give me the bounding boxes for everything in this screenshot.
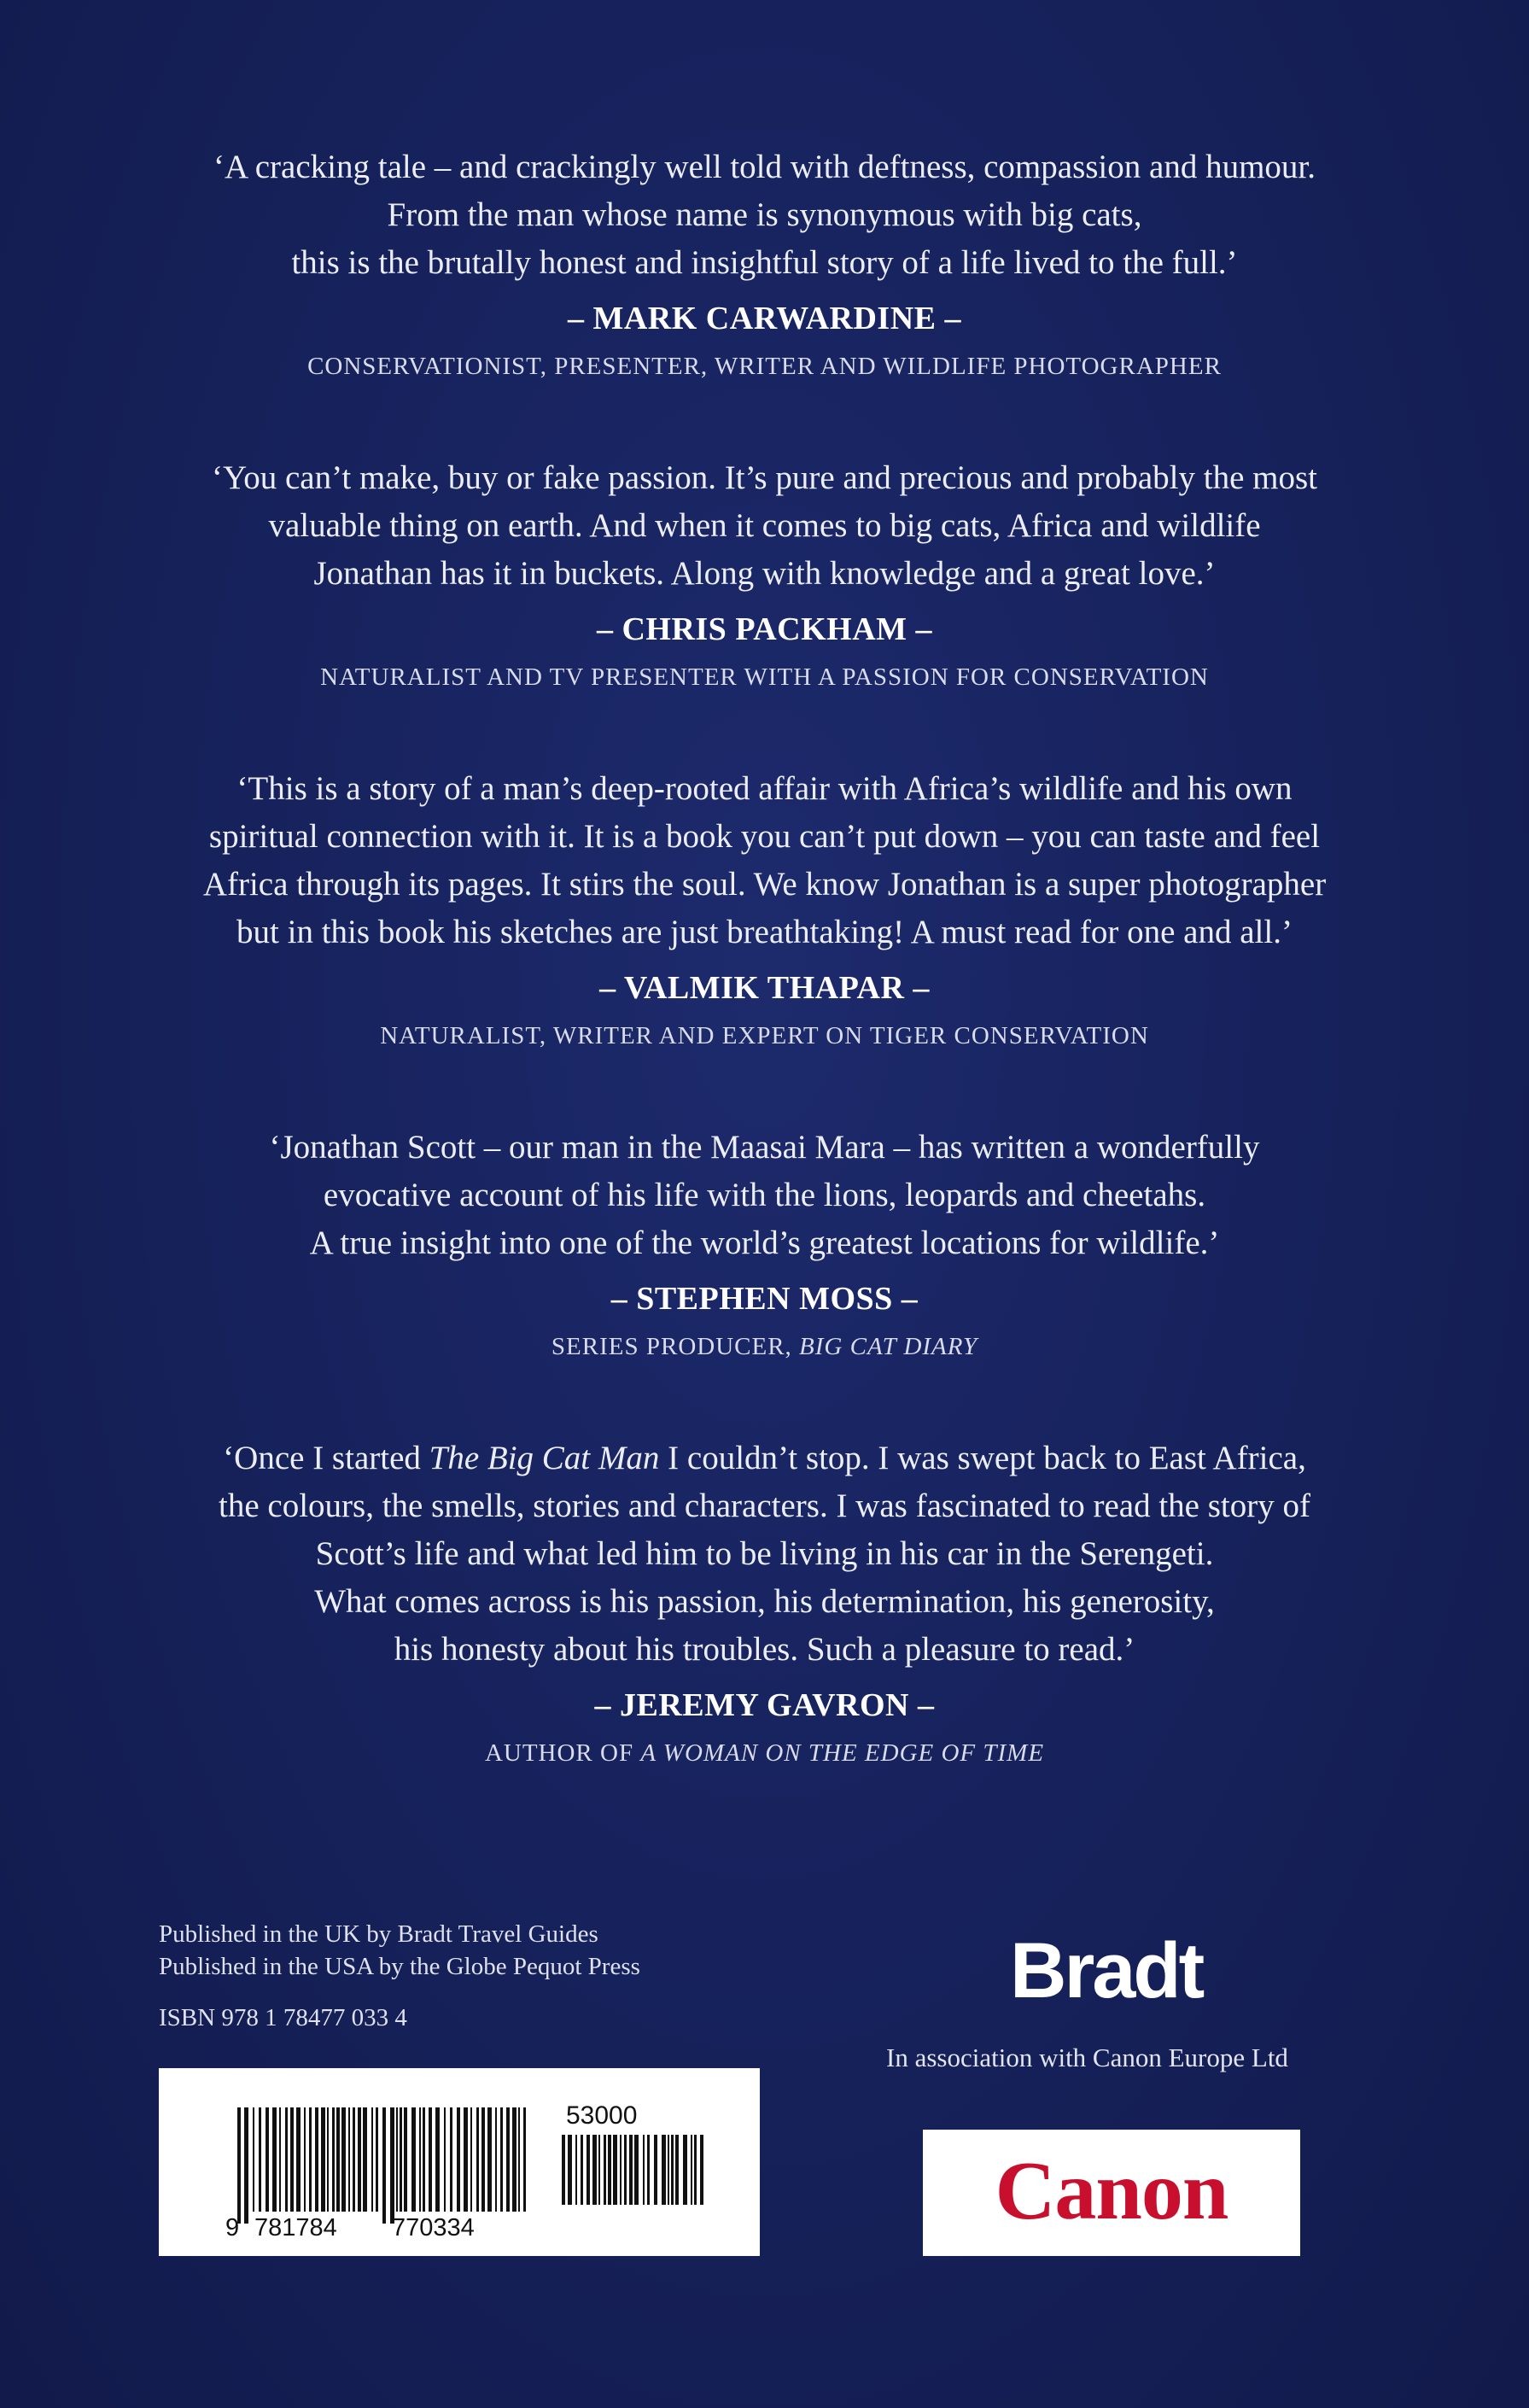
barcode-bar	[629, 2135, 633, 2205]
quote-line	[137, 1435, 1392, 1482]
barcode-bar	[668, 2135, 669, 2205]
quote-line: What comes across is his passion, his determination, his generosity,	[314, 1583, 1215, 1620]
review-moss	[137, 1124, 1392, 1368]
role-text: SERIES PRODUCER,	[551, 1333, 800, 1360]
barcode-bar	[613, 2135, 617, 2205]
quote-line: ‘This is a story of a man’s deep-rooted affair with Africa’s wildlife and his own	[236, 770, 1293, 807]
barcode-bar	[598, 2135, 600, 2205]
barcode-bar	[662, 2135, 666, 2205]
reviewer-role	[137, 1732, 1392, 1774]
barcode-digit-lead: 9	[225, 2214, 240, 2241]
role-title-italic: A WOMAN ON THE EDGE OF TIME	[640, 1739, 1045, 1767]
barcode-bar	[435, 2107, 440, 2212]
reviews	[137, 143, 1392, 1841]
barcode-bar	[290, 2107, 294, 2212]
barcode-bar	[450, 2107, 452, 2212]
barcode-bars	[237, 2107, 526, 2224]
quote-text: ‘Once I started	[223, 1440, 429, 1476]
barcode-bar	[562, 2135, 565, 2205]
barcode-bar	[309, 2107, 312, 2212]
barcode-bar	[581, 2135, 583, 2205]
quote-line: Jonathan has it in buckets. Along with knowledge and a great love.’	[313, 555, 1216, 592]
barcode-bar	[253, 2107, 254, 2212]
barcode-digits-right: 770334	[392, 2214, 475, 2241]
reviewer-name: – MARK CARWARDINE –	[568, 301, 961, 336]
barcode-bar	[568, 2135, 572, 2205]
quote-line: Africa through its pages. It stirs the soul. We know Jonathan is a super photographer	[202, 866, 1327, 903]
quote-line: ‘A cracking tale – and crackingly well told with deftness, compassion and humour.	[213, 149, 1316, 185]
role-title-italic: BIG CAT DIARY	[799, 1333, 978, 1360]
published-uk: Published in the UK by Bradt Travel Guides	[159, 1920, 598, 1948]
barcode-bar	[371, 2107, 373, 2212]
barcode-bar	[683, 2135, 687, 2205]
barcode-bar	[429, 2107, 432, 2212]
barcode-bar	[259, 2107, 261, 2212]
quote-line: valuable thing on earth. And when it comes to big cats, Africa and wildlife	[268, 507, 1261, 544]
barcode-bar	[272, 2107, 277, 2212]
barcode-graphic	[159, 2068, 760, 2256]
barcode-bar	[419, 2107, 421, 2212]
barcode-bar	[464, 2107, 468, 2212]
barcode-bar	[321, 2107, 325, 2212]
review-gavron	[137, 1435, 1392, 1774]
reviewer-role: CONSERVATIONIST, PRESENTER, WRITER AND WILDLIFE PHOTOGRAPHER	[307, 353, 1222, 380]
reviewer-name: – STEPHEN MOSS –	[610, 1281, 919, 1317]
review-packham	[137, 454, 1392, 698]
barcode-bar	[285, 2107, 288, 2212]
quote-line: his honesty about his troubles. Such a pleasure to read.’	[394, 1631, 1135, 1668]
barcode-bar	[620, 2135, 622, 2205]
barcode-bar	[694, 2135, 697, 2205]
barcode-bar	[411, 2107, 416, 2212]
barcode-bar	[457, 2107, 460, 2212]
barcode-bar	[506, 2107, 510, 2212]
barcode-bar	[237, 2107, 241, 2224]
barcode-bar	[390, 2107, 394, 2224]
barcode-bar	[382, 2107, 386, 2224]
barcode-bar	[487, 2107, 492, 2212]
barcode-bar	[363, 2107, 367, 2212]
review-carwardine	[137, 143, 1392, 388]
reviewer-name: – VALMIK THAPAR –	[599, 970, 930, 1006]
barcode-bar	[332, 2107, 335, 2212]
barcode-bar	[444, 2107, 446, 2212]
barcode-bar	[304, 2107, 306, 2212]
barcode-bar	[608, 2135, 611, 2205]
quote-line: but in this book his sketches are just breathtaking! A must read for one and all.’	[236, 914, 1293, 950]
role-text: AUTHOR OF	[484, 1739, 641, 1767]
association-note: In association with Canon Europe Ltd	[886, 2043, 1288, 2072]
quote-line: evocative account of his life with the lions, leopards and cheetahs.	[323, 1177, 1206, 1213]
quote-line: the colours, the smells, stories and characters. I was fascinated to read the story of	[219, 1487, 1310, 1524]
barcode-bar	[700, 2135, 703, 2205]
bradt-logo: Bradt	[1010, 1927, 1203, 2014]
barcode-bar	[654, 2135, 657, 2205]
barcode-bar	[376, 2107, 378, 2212]
quote-line: A true insight into one of the world’s greatest locations for wildlife.’	[309, 1224, 1220, 1261]
barcode-panel	[159, 2068, 760, 2256]
publisher-info	[159, 1918, 640, 2034]
quote-line: From the man whose name is synonymous with big cats,	[387, 196, 1142, 233]
barcode-bar	[592, 2135, 597, 2205]
barcode-bar	[315, 2107, 318, 2212]
barcode-bar	[575, 2135, 577, 2205]
quote-text: I couldn’t stop. I was swept back to East Africa,	[659, 1440, 1306, 1476]
review-thapar	[137, 765, 1392, 1057]
barcode-bar	[523, 2107, 526, 2212]
barcode-bar	[671, 2135, 674, 2205]
barcode-digits-left: 781784	[254, 2214, 337, 2241]
barcode-bar	[341, 2107, 346, 2212]
barcode-bar	[244, 2107, 248, 2224]
barcode-bar	[476, 2107, 479, 2212]
barcode-bar	[587, 2135, 590, 2205]
barcode-bar	[500, 2107, 503, 2212]
barcode-bar	[604, 2135, 606, 2205]
barcode-bar	[404, 2107, 407, 2212]
barcode-bar	[495, 2107, 497, 2212]
price-code: 53000	[566, 2101, 638, 2130]
barcode-bar	[358, 2107, 361, 2212]
barcode-bar	[643, 2135, 645, 2205]
reviewer-role: NATURALIST, WRITER AND EXPERT ON TIGER CONSERVATION	[380, 1022, 1149, 1049]
published-usa: Published in the USA by the Globe Pequot Press	[159, 1953, 640, 1980]
addon-barcode-bars	[562, 2135, 703, 2205]
barcode-bar	[396, 2107, 398, 2212]
quote-line: spiritual connection with it. It is a book you can’t put down – you can taste and feel	[208, 818, 1321, 855]
barcode-bar	[353, 2107, 355, 2212]
quote-line: ‘You can’t make, buy or fake passion. It’s pure and precious and probably the most	[211, 459, 1318, 496]
barcode-bar	[296, 2107, 301, 2212]
barcode-bar	[279, 2107, 281, 2212]
isbn: ISBN 978 1 78477 033 4	[159, 2004, 407, 2031]
barcode-bar	[518, 2107, 520, 2212]
barcode-bar	[691, 2135, 692, 2205]
barcode-bar	[624, 2135, 627, 2205]
canon-logo-panel	[923, 2130, 1300, 2256]
barcode-bar	[512, 2107, 516, 2212]
quote-line: Scott’s life and what led him to be living in his car in the Serengeti.	[315, 1535, 1214, 1572]
barcode-bar	[470, 2107, 472, 2212]
quote-line: this is the brutally honest and insightful story of a life lived to the full.’	[291, 244, 1238, 281]
quote-line: ‘Jonathan Scott – our man in the Maasai Mara – has written a wonderfully	[269, 1129, 1260, 1166]
book-title-italic: The Big Cat Man	[429, 1440, 660, 1476]
reviewer-role: NATURALIST AND TV PRESENTER WITH A PASSION FOR CONSERVATION	[320, 663, 1209, 691]
canon-logo: Canon	[995, 2145, 1228, 2237]
reviewer-role	[137, 1325, 1392, 1368]
barcode-bar	[266, 2107, 269, 2212]
barcode-bar	[348, 2107, 350, 2212]
barcode-bar	[647, 2135, 650, 2205]
barcode-bar	[400, 2107, 402, 2212]
barcode-bar	[675, 2135, 679, 2205]
barcode-bar	[327, 2107, 329, 2212]
barcode-bar	[634, 2135, 639, 2205]
reviewer-name: – CHRIS PACKHAM –	[596, 611, 933, 647]
barcode-bar	[336, 2107, 340, 2212]
reviewer-name: – JEREMY GAVRON –	[594, 1687, 935, 1723]
barcode-bar	[481, 2107, 485, 2212]
barcode-bar	[423, 2107, 425, 2212]
